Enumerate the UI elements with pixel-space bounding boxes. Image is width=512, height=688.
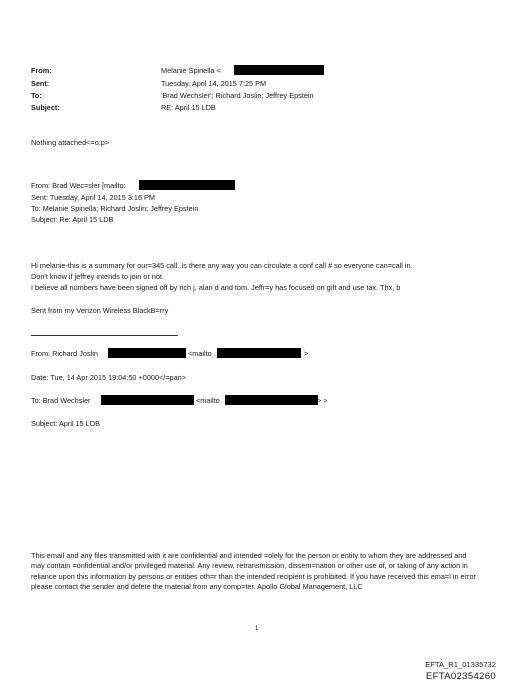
- redaction-box: [225, 395, 318, 405]
- mailto-close: > >: [317, 396, 328, 405]
- message-line: Hi melanie-this is a summary for our=345 call. Is there any way you can circulate a conf call # so everyone can=call in.: [31, 261, 413, 270]
- mailto-text: <mailto: [196, 396, 220, 405]
- sent-label: Sent:: [31, 79, 50, 88]
- quoted-from: From: Brad Wec=sler [mailto:: [31, 181, 126, 190]
- redaction-box: [101, 395, 194, 405]
- redaction-box: [108, 348, 186, 358]
- redaction-box: [217, 348, 301, 358]
- quoted-to: To: Brad Wechsler: [31, 396, 91, 405]
- from-value: Melanie Spinella <: [161, 66, 221, 75]
- page-number: 1: [255, 626, 259, 632]
- mailto-text: <mailto: [188, 349, 212, 358]
- sent-value: Tuesday, April 14, 2015 7:25 PM: [161, 79, 267, 88]
- subject-label: Subject:: [31, 103, 60, 112]
- signature: Sent from my Verizon Wireless BlackB=rry: [31, 306, 169, 315]
- footer-id: EFTA_R1_01335732: [425, 660, 496, 669]
- mailto-close: >: [304, 349, 309, 358]
- footer-id: EFTA02354260: [425, 671, 496, 682]
- disclaimer: This email and any files transmitted with it are confidential and intended =olely for the person or entity to whom they are addressed and may contain =onfidential and/or privileged material. Any review, retransmission, dissem=nation or other use of, or taking of any action in reliance upon this information by persons or entities oth=r than the intended recipient is prohibited. If you have received this ema=l in error please contact the sender and delete the material from any comp=ter. Apollo Global Management, LLC: [31, 551, 476, 592]
- subject-value: RE: April 15 LDB: [161, 103, 216, 112]
- from-label: From:: [31, 66, 52, 75]
- divider: [31, 335, 178, 336]
- quoted-from: From: Richard Joslin: [31, 349, 98, 358]
- redaction-box: [234, 65, 324, 75]
- message-line: I believe all numbers have been signed off by rich j, alan d and tom. Jeffr=y has focused on gift and use tax. Thx, b: [31, 283, 401, 292]
- message-line: Don't know if jeffrey intends to join or not.: [31, 272, 165, 281]
- to-label: To:: [31, 91, 42, 100]
- quoted-date: Date: Tue, 14 Apr 2015 19:04:50 +0000</=pan>: [31, 373, 186, 382]
- redaction-box: [139, 180, 235, 190]
- quoted-sent: Sent: Tuesday, April 14, 2015 3:16 PM: [31, 193, 155, 202]
- quoted-subject: Subject: Re: April 15 LDB: [31, 215, 114, 224]
- body-line: Nothing attached<=o:p>: [31, 138, 110, 147]
- quoted-subject: Subject: April 15 LDB: [31, 419, 100, 428]
- quoted-to: To: Melanie Spinella; Richard Joslin; Jeffrey Epstein: [31, 204, 199, 213]
- to-value: 'Brad Wechsler'; Richard Joslin; Jeffrey Epstein: [161, 91, 314, 100]
